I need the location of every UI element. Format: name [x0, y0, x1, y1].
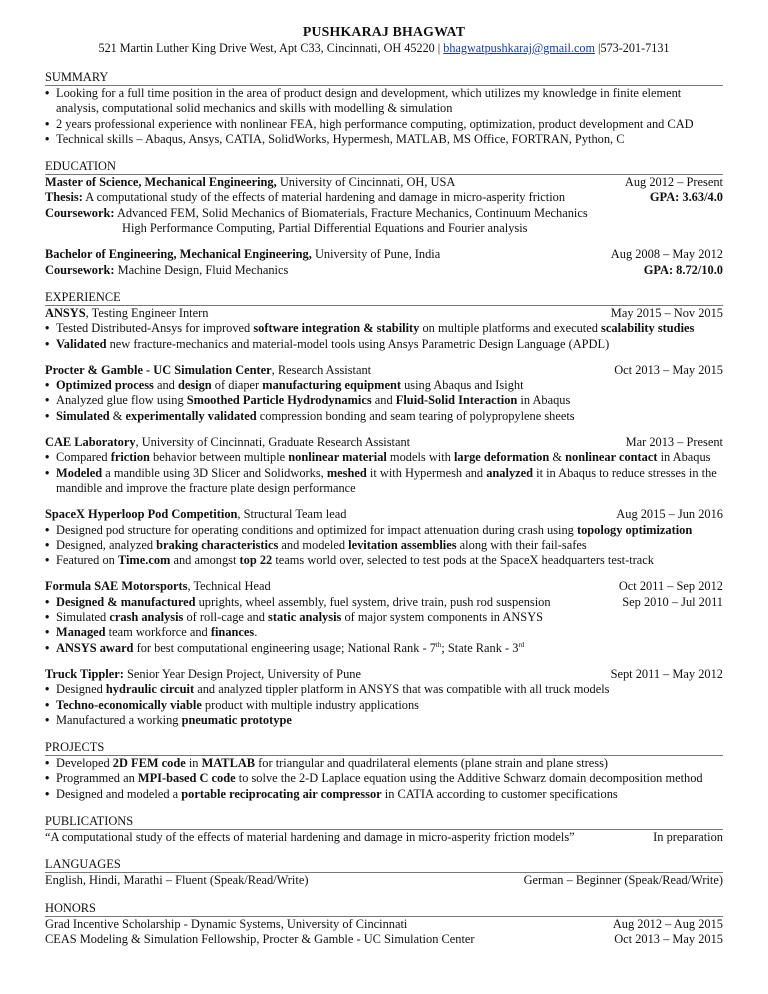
publication-title: “A computational study of the effects of material hardening and damage in micro-asperity friction models”: [45, 829, 575, 844]
coursework-label: Coursework:: [45, 262, 115, 277]
education-be: [45, 247, 723, 278]
honors-heading: HONORS: [45, 901, 723, 917]
ms-school: University of Cincinnati, OH, USA: [276, 175, 456, 190]
honor-item: [45, 932, 723, 947]
be-degree: Bachelor of Engineering, Mechanical Engineering,: [45, 247, 312, 262]
coursework-label: Coursework:: [45, 205, 115, 220]
exp-truck: [45, 667, 723, 728]
be-gpa: GPA: 8.72/10.0: [643, 262, 723, 277]
summary-heading: SUMMARY: [45, 70, 723, 86]
be-dates: Aug 2008 – May 2012: [610, 247, 723, 262]
exp-fsae: [45, 579, 723, 655]
projects-list: [45, 756, 723, 802]
exp-bullet: • Optimized process and design of diaper manufacturing equipment using Abaqus and Isight: [45, 378, 723, 393]
exp-bullet: • Managed team workforce and finances.: [45, 625, 723, 640]
exp-bullet: • Techno-economically viable product with multiple industry applications: [45, 698, 723, 713]
exp-dates: Aug 2015 – Jun 2016: [616, 507, 723, 522]
summary-item: • Looking for a full time position in the area of product design and development, which utilizes my knowledge in finite element analysis, computational solid mechanics and skills with modelling & simulation: [45, 86, 723, 117]
exp-org: Procter & Gamble - UC Simulation Center: [45, 362, 272, 377]
exp-bullet: • Featured on Time.com and amongst top 22 teams world over, selected to test pods at the SpaceX headquarters test-track: [45, 553, 723, 568]
exp-bullet: • Designed pod structure for operating conditions and optimized for impact attenuation during crash using topology optimization: [45, 523, 723, 538]
publication-item: [45, 830, 723, 845]
honor-name: Grad Incentive Scholarship - Dynamic Systems, University of Cincinnati: [45, 916, 408, 931]
exp-bullet: • Designed hydraulic circuit and analyzed tippler platform in ANSYS that was compatible with all truck models: [45, 682, 723, 697]
publications-heading: PUBLICATIONS: [45, 814, 723, 830]
exp-role: Senior Year Design Project, University of Pune: [123, 666, 361, 681]
exp-dates: Sep 2010 – Jul 2011: [622, 594, 723, 609]
exp-bullet: • Designed, analyzed braking characteristics and modeled levitation assemblies along with their fail-safes: [45, 538, 723, 553]
be-school: University of Pune, India: [311, 247, 441, 262]
exp-bullet: • Compared friction behavior between multiple nonlinear material models with large deformation & nonlinear contact in Abaqus: [45, 450, 723, 465]
candidate-name: PUSHKARAJ BHAGWAT: [302, 24, 466, 39]
ms-gpa: GPA: 3.63/4.0: [649, 190, 723, 205]
phone: |573-201-7131: [594, 41, 670, 55]
exp-org: ANSYS: [45, 305, 86, 320]
education-heading: EDUCATION: [45, 159, 723, 175]
education-ms: [45, 175, 723, 236]
exp-dates: Mar 2013 – Present: [625, 435, 723, 450]
summary-item: • 2 years professional experience with nonlinear FEA, high performance computing, optimization, product development and CAD: [45, 117, 723, 132]
address: 521 Martin Luther King Drive West, Apt C33, Cincinnati, OH 45220 |: [98, 41, 444, 55]
exp-org: Formula SAE Motorsports: [45, 579, 188, 594]
exp-bullet: • Tested Distributed-Ansys for improved software integration & stability on multiple platforms and executed scalability studies: [45, 321, 723, 336]
exp-bullet: • Simulated & experimentally validated compression bonding and seam tearing of polypropylene sheets: [45, 409, 723, 424]
exp-ansys: [45, 306, 723, 352]
thesis-title: A computational study of the effects of material hardening and damage in micro-asperity friction: [82, 190, 566, 205]
ms-dates: Aug 2012 – Present: [624, 175, 723, 190]
ms-degree: Master of Science, Mechanical Engineering,: [45, 175, 277, 190]
email-link[interactable]: bhagwatpushkaraj@gmail.com: [443, 41, 595, 55]
honor-item: [45, 917, 723, 932]
exp-org: Truck Tippler:: [45, 666, 124, 681]
exp-org: SpaceX Hyperloop Pod Competition: [45, 507, 238, 522]
exp-role: , Structural Team lead: [237, 507, 347, 522]
honor-dates: Aug 2012 – Aug 2015: [612, 916, 723, 931]
experience-heading: EXPERIENCE: [45, 290, 723, 306]
be-coursework: Machine Design, Fluid Mechanics: [114, 262, 289, 277]
honor-dates: Oct 2013 – May 2015: [614, 931, 723, 946]
exp-bullet: • Modeled a mandible using 3D Slicer and Solidworks, meshed it with Hypermesh and analyzed it in Abaqus to reduce stresses in the mandible and improve the fracture plate design performance: [45, 466, 723, 497]
projects-heading: PROJECTS: [45, 740, 723, 756]
project-item: • Programmed an MPI-based C code to solve the 2-D Laplace equation using the Additive Schwarz domain decomposition method: [45, 771, 723, 786]
summary-item: • Technical skills – Abaqus, Ansys, CATIA, SolidWorks, Hypermesh, MATLAB, MS Office, FORTRAN, Python, C: [45, 132, 723, 147]
languages-fluent: English, Hindi, Marathi – Fluent (Speak/Read/Write): [45, 873, 309, 888]
exp-pg: [45, 363, 723, 424]
exp-org: CAE Laboratory: [45, 435, 136, 450]
exp-dates: May 2015 – Nov 2015: [610, 305, 723, 320]
languages-row: [45, 873, 723, 888]
exp-cae: [45, 435, 723, 496]
project-item: • Designed and modeled a portable reciprocating air compressor in CATIA according to customer specifications: [45, 787, 723, 802]
languages-heading: LANGUAGES: [45, 857, 723, 873]
exp-bullet: • Validated new fracture-mechanics and material-model tools using Ansys Parametric Design Language (APDL): [45, 337, 723, 352]
exp-bullet: • ANSYS award for best computational engineering usage; National Rank - 7th; State Rank - 3rd: [45, 641, 723, 656]
exp-role: , Research Assistant: [271, 362, 372, 377]
exp-role: , Technical Head: [187, 579, 271, 594]
exp-dates: Sept 2011 – May 2012: [610, 666, 723, 681]
contact-line: [45, 40, 723, 56]
exp-bullet: • Designed & manufactured uprights, wheel assembly, fuel system, drive train, push rod suspension: [45, 595, 614, 610]
summary-list: [45, 86, 723, 147]
exp-bullet: • Simulated crash analysis of roll-cage and static analysis of major system components in ANSYS: [45, 610, 723, 625]
exp-role: , Testing Engineer Intern: [85, 305, 209, 320]
ms-coursework-1: Advanced FEM, Solid Mechanics of Biomaterials, Fracture Mechanics, Continuum Mechanics: [114, 205, 588, 220]
ms-coursework-2: High Performance Computing, Partial Differential Equations and Fourier analysis: [122, 221, 528, 236]
exp-role: , University of Cincinnati, Graduate Research Assistant: [135, 435, 411, 450]
exp-dates: Oct 2013 – May 2015: [614, 362, 723, 377]
publication-status: In preparation: [653, 829, 723, 844]
exp-dates: Oct 2011 – Sep 2012: [618, 579, 723, 594]
languages-beginner: German – Beginner (Speak/Read/Write): [523, 873, 723, 888]
thesis-label: Thesis:: [45, 190, 83, 205]
resume-page: [45, 24, 723, 947]
honor-name: CEAS Modeling & Simulation Fellowship, Procter & Gamble - UC Simulation Center: [45, 931, 475, 946]
project-item: • Developed 2D FEM code in MATLAB for triangular and quadrilateral elements (plane strain and plane stress): [45, 756, 723, 771]
exp-bullet: • Analyzed glue flow using Smoothed Particle Hydrodynamics and Fluid-Solid Interaction in Abaqus: [45, 393, 723, 408]
exp-spacex: [45, 507, 723, 568]
exp-bullet: • Manufactured a working pneumatic prototype: [45, 713, 723, 728]
